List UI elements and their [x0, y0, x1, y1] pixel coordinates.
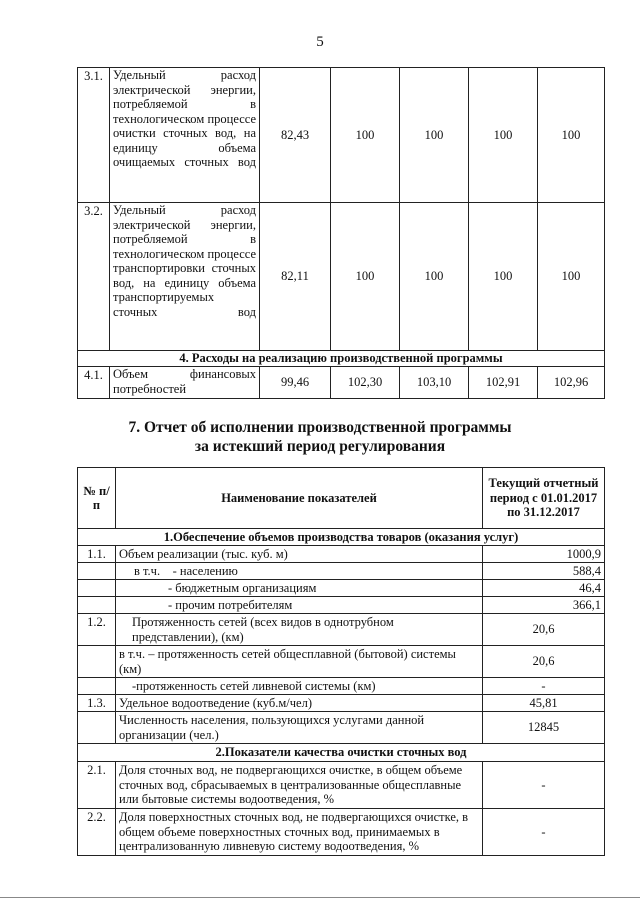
value-cell: 102,96 [538, 367, 605, 399]
indicator-name: Доля сточных вод, не подвергающихся очистке, в общем объеме сточных вод, сбрасываемых в централизованные общесплавные или бытовые системы водоотведения, % [116, 762, 483, 809]
value-cell: 99,46 [260, 367, 331, 399]
page-number: 5 [316, 34, 324, 50]
section-row [78, 744, 605, 762]
table-row [78, 580, 605, 597]
value-cell: 45,81 [483, 695, 605, 712]
row-number: 1.3. [78, 695, 116, 712]
indicator-name: Удельный расход электрической энергии, потребляемой в технологическом процессе очистки сточных вод, на единицу объема очищаемых сточных вод [110, 68, 260, 203]
value-cell: 1000,9 [483, 546, 605, 563]
value-cell: 588,4 [483, 563, 605, 580]
value-cell: 20,6 [483, 646, 605, 678]
indicator-name: -протяженность сетей ливневой системы (км) [116, 678, 483, 695]
section-row [78, 529, 605, 546]
table-row [78, 563, 605, 580]
table-row [78, 597, 605, 614]
row-number: 2.2. [78, 809, 116, 856]
table-row [78, 678, 605, 695]
value-cell: - [483, 678, 605, 695]
indicator-name: - прочим потребителям [116, 597, 483, 614]
table-row [78, 203, 605, 351]
row-number: 1.1. [78, 546, 116, 563]
value-cell: 20,6 [483, 614, 605, 646]
table-row [78, 809, 605, 856]
indicator-name: Объем финансовых потребностей [110, 367, 260, 399]
row-number: 4.1. [78, 367, 110, 399]
value-cell: 100 [538, 68, 605, 203]
value-cell: 100 [469, 68, 538, 203]
report-title-line-1: 7. Отчет об исполнении производственной программы [128, 419, 512, 436]
table-row [78, 367, 605, 399]
table-row [78, 68, 605, 203]
table-row [78, 614, 605, 646]
section-row [78, 351, 605, 367]
section-heading: 4. Расходы на реализацию производственной программы [78, 351, 605, 367]
value-cell: - [483, 762, 605, 809]
table-row [78, 695, 605, 712]
page-bottom-edge [0, 897, 640, 898]
value-cell: 102,91 [469, 367, 538, 399]
column-header-number: № п/п [78, 468, 116, 529]
table-row [78, 546, 605, 563]
value-cell: 100 [400, 68, 469, 203]
indicator-name: Удельный расход электрической энергии, потребляемой в технологическом процессе транспортировки сточных вод, на единицу объема транспортируемых сточных вод [110, 203, 260, 351]
indicator-name: в т.ч. - населению [116, 563, 483, 580]
row-number: 3.1. [78, 68, 110, 203]
indicator-name: - бюджетным организациям [116, 580, 483, 597]
value-cell: 103,10 [400, 367, 469, 399]
section-heading: 2.Показатели качества очистки сточных вод [78, 744, 605, 762]
column-header-period: Текущий отчетный период с 01.01.2017 по 31.12.2017 [483, 468, 605, 529]
value-cell: 82,11 [260, 203, 331, 351]
indicator-name: Доля поверхностных сточных вод, не подвергающихся очистке, в общем объеме поверхностных сточных вод, принимаемых в централизованную ливневую систему водоотведения, % [116, 809, 483, 856]
column-header-name: Наименование показателей [116, 468, 483, 529]
value-cell: 100 [469, 203, 538, 351]
indicator-name: Удельное водоотведение (куб.м/чел) [116, 695, 483, 712]
table-row [78, 646, 605, 678]
value-cell: 100 [331, 203, 400, 351]
header-row [78, 468, 605, 529]
value-cell: - [483, 809, 605, 856]
value-cell: 366,1 [483, 597, 605, 614]
value-cell: 82,43 [260, 68, 331, 203]
report-title-line-2: за истекший период регулирования [194, 438, 446, 455]
section-heading: 1.Обеспечение объемов производства товаров (оказания услуг) [78, 529, 605, 546]
value-cell: 46,4 [483, 580, 605, 597]
table-row [78, 762, 605, 809]
table-row [78, 712, 605, 744]
row-number: 2.1. [78, 762, 116, 809]
report-title [0, 418, 640, 456]
indicator-name: в т.ч. – протяженность сетей общесплавной (бытовой) системы (км) [116, 646, 483, 678]
program-execution-report-table [77, 467, 605, 856]
value-cell: 100 [400, 203, 469, 351]
value-cell: 100 [331, 68, 400, 203]
indicator-name: Объем реализации (тыс. куб. м) [116, 546, 483, 563]
row-number: 3.2. [78, 203, 110, 351]
value-cell: 102,30 [331, 367, 400, 399]
row-number: 1.2. [78, 614, 116, 646]
value-cell: 12845 [483, 712, 605, 744]
indicator-name: Протяженность сетей (всех видов в однотрубном представлении), (км) [116, 614, 483, 646]
indicator-name: Численность населения, пользующихся услугами данной организации (чел.) [116, 712, 483, 744]
value-cell: 100 [538, 203, 605, 351]
continued-indicators-table [77, 67, 605, 399]
